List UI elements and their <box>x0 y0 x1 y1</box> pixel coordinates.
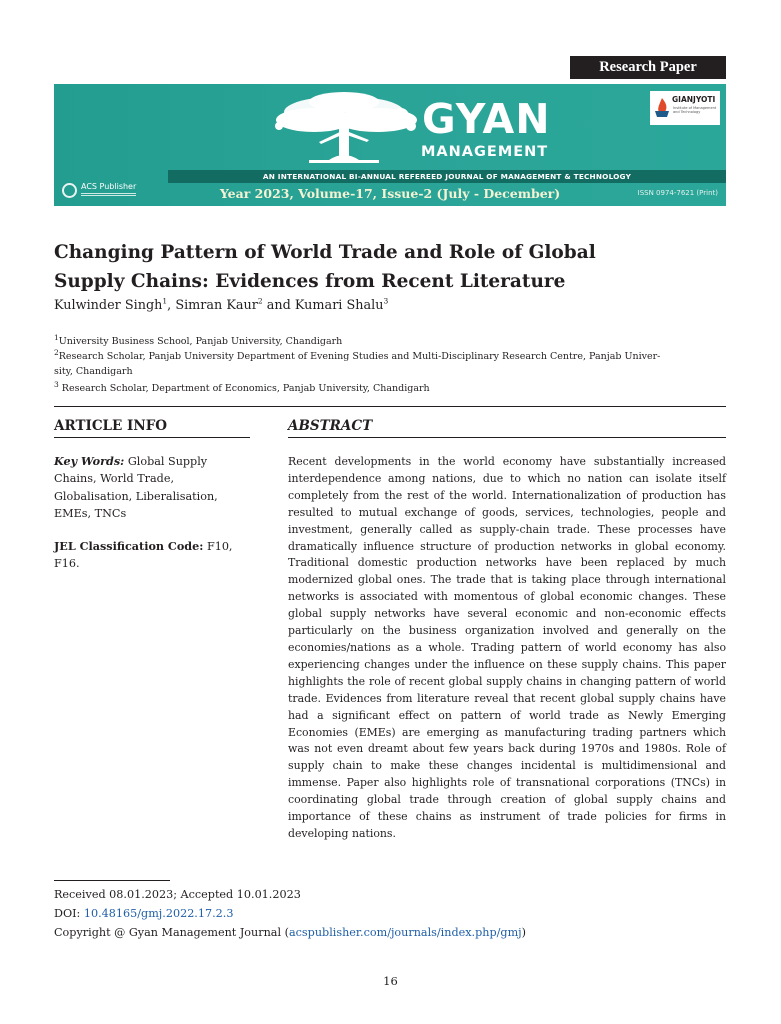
tree-logo-icon <box>259 90 429 170</box>
copyright-suffix: ) <box>521 926 527 939</box>
author-sep: , <box>167 298 176 313</box>
article-info-heading: ARTICLE INFO <box>54 418 168 434</box>
author-sep: and <box>262 298 295 313</box>
title-line-1: Changing Pattern of World Trade and Role of Global <box>54 242 596 263</box>
institute-logo <box>650 91 720 125</box>
abstract-heading: ABSTRACT <box>288 418 373 434</box>
keywords-label: Key Words: <box>54 454 125 468</box>
jel-codes <box>54 538 252 573</box>
journal-description: AN INTERNATIONAL BI-ANNUAL REFEREED JOURNAL OF MANAGEMENT & TECHNOLOGY <box>168 170 726 183</box>
jel-line: F10, <box>206 540 233 553</box>
doi-link[interactable]: 10.48165/gmj.2022.17.2.3 <box>83 907 234 920</box>
affiliation-sup: 3 <box>54 379 59 389</box>
keywords-line: Global Supply <box>127 455 208 468</box>
copyright-prefix: Copyright @ Gyan Management Journal ( <box>54 926 289 939</box>
keywords-line: Chains, World Trade, <box>54 472 175 486</box>
doi-line <box>54 907 233 920</box>
institute-name: GIANJYOTI <box>672 95 716 104</box>
publisher-rule <box>81 193 136 196</box>
article-info-rule <box>54 437 250 438</box>
author-sup: 3 <box>383 296 389 306</box>
abstract-text: Recent developments in the world economy have substantially increased interdependence among nations, due to which no nation can isolate itself completely from the rest of the world. Internationalization of production has resulted to mutual exchange of goods, services, technologies, people and investment, generally called as supply-chain trade. These processes have dramatically influence structure of production networks in global economy. Traditional domestic production networks have been replaced by much modernized global ones. The trade that is taking place through international networks is associated with momentous of global economic changes. These global supply networks have several economic and non-economic effects particularly on the business organization involved and generally on the economies/nations as a whole. Trading pattern of world economy has also experiencing changes under the influence on these supply chains. This paper highlights the role of recent global supply chains in changing pattern of world trade. Evidences from literature reveal that recent global supply chains have had a significant effect on pattern of world trade as Newly Emerging Economies (EMEs) are emerging as manufacturing trading partners which was not even dreamt about few years back during 1970s and 1980s. Role of supply chain to make these changes incidental is multidimensional and immense. Paper also highlights role of transnational corporations (TNCs) in coordinating global trade through creation of global supply chains and importance of these chains as instrument of trade policies for firms in developing nations. <box>288 455 726 840</box>
journal-url-link[interactable]: acspublisher.com/journals/index.php/gmj <box>288 926 522 939</box>
journal-subname: MANAGEMENT <box>421 144 549 160</box>
issue-info: Year 2023, Volume-17, Issue-2 (July - December) <box>219 186 561 201</box>
author-name: Kumari Shalu <box>294 298 384 313</box>
section-tag: Research Paper <box>570 56 726 79</box>
author-name: Kulwinder Singh <box>54 298 163 313</box>
page-number: 16 <box>383 974 398 988</box>
footnote-rule <box>54 880 170 881</box>
issn: ISSN 0974-7621 (Print) <box>637 189 718 197</box>
affiliation-text: sity, Chandigarh <box>54 366 133 377</box>
author-list <box>54 298 388 313</box>
author-sup: 2 <box>257 296 263 306</box>
institute-tagline: Institute of Management and Technology <box>673 106 717 115</box>
received-dates: Received 08.01.2023; Accepted 10.01.2023 <box>54 888 301 901</box>
publisher-ring-icon <box>62 183 77 198</box>
affiliation-sup: 2 <box>54 347 59 357</box>
affiliation-sup: 1 <box>54 332 59 342</box>
keywords-line: EMEs, TNCs <box>54 507 127 521</box>
affiliation-text: Research Scholar, Department of Economics, Panjab University, Chandigarh <box>58 383 430 394</box>
title-line-2: Supply Chains: Evidences from Recent Literature <box>54 271 566 292</box>
affiliation <box>54 364 744 379</box>
jel-label: JEL Classification Code: <box>54 539 204 553</box>
section-divider <box>54 406 726 407</box>
article-title <box>54 238 726 296</box>
flame-logo-icon <box>653 97 671 119</box>
journal-banner <box>54 84 726 206</box>
publisher-logo <box>62 182 140 200</box>
journal-name: GYAN <box>422 95 551 143</box>
jel-line: F16. <box>54 557 80 571</box>
author-sup: 1 <box>162 296 168 306</box>
keywords <box>54 453 252 523</box>
keywords-line: Globalisation, Liberalisation, <box>54 489 218 503</box>
publisher-name: ACS Publisher <box>81 182 137 191</box>
doi-label: DOI: <box>54 907 84 920</box>
affiliation <box>54 381 744 396</box>
affiliation <box>54 334 744 349</box>
abstract-rule <box>288 437 726 438</box>
affiliation-text: Research Scholar, Panjab University Department of Evening Studies and Multi-Disciplinary Research Centre, Panjab Univer- <box>58 351 661 362</box>
copyright-line <box>54 926 526 939</box>
affiliation <box>54 349 744 364</box>
author-name: Simran Kaur <box>175 298 258 313</box>
affiliation-text: University Business School, Panjab University, Chandigarh <box>58 336 343 347</box>
